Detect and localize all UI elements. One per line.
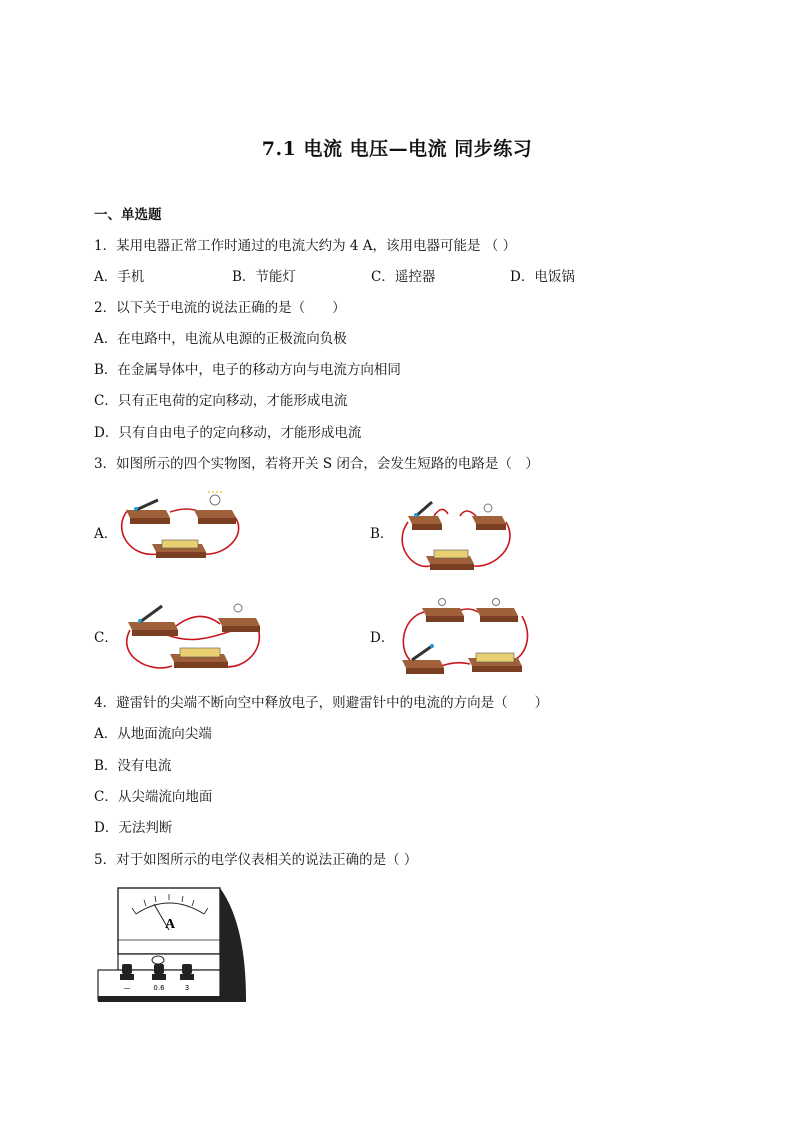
circuit-figure-c <box>120 598 270 680</box>
figure-label-d: D． <box>370 630 395 646</box>
option-a: A．手机 <box>94 269 145 285</box>
option-c: C．只有正电荷的定向移动，才能形成电流 <box>94 393 348 409</box>
option-c: C．遥控器 <box>371 269 436 285</box>
option-b: B．在金属导体中，电子的移动方向与电流方向相同 <box>94 362 401 378</box>
option-d: D．无法判断 <box>94 820 173 836</box>
option-a: A．从地面流向尖端 <box>94 726 212 742</box>
page-title: 7.1 电流 电压—电流 同步练习 <box>261 138 533 160</box>
circuit-figure-a <box>118 488 248 568</box>
meter-symbol: A <box>164 917 176 932</box>
terminal-label-0-6: 0.6 <box>153 984 165 992</box>
figure-label-b: B． <box>370 526 394 542</box>
terminal-label-3: 3 <box>184 984 190 992</box>
figure-label-c: C． <box>94 630 118 646</box>
option-b: B．节能灯 <box>232 269 296 285</box>
circuit-figure-d <box>396 598 530 680</box>
question-3: 3．如图所示的四个实物图，若将开关 S 闭合，会发生短路的电路是（ ） <box>94 456 539 472</box>
option-c: C．从尖端流向地面 <box>94 789 213 805</box>
section-heading: 一、单选题 <box>94 207 162 223</box>
question-1-options <box>94 268 575 286</box>
question-2: 2．以下关于电流的说法正确的是（ ） <box>94 300 346 316</box>
question-4: 4．避雷针的尖端不断向空中释放电子，则避雷针中的电流的方向是（ ） <box>94 695 549 711</box>
question-1: 1．某用电器正常工作时通过的电流大约为 4 A，该用电器可能是 （ ） <box>94 238 517 254</box>
option-b: B．没有电流 <box>94 758 172 774</box>
question-5: 5．对于如图所示的电学仪表相关的说法正确的是（ ） <box>94 852 418 868</box>
figure-label-a: A． <box>94 526 118 542</box>
option-a: A．在电路中，电流从电源的正极流向负极 <box>94 331 347 347</box>
option-d: D．只有自由电子的定向移动，才能形成电流 <box>94 425 362 441</box>
circuit-figure-b <box>398 494 528 576</box>
ammeter-figure <box>96 884 248 1008</box>
terminal-label-negative: — <box>123 984 131 992</box>
option-d: D．电饭锅 <box>510 269 575 285</box>
